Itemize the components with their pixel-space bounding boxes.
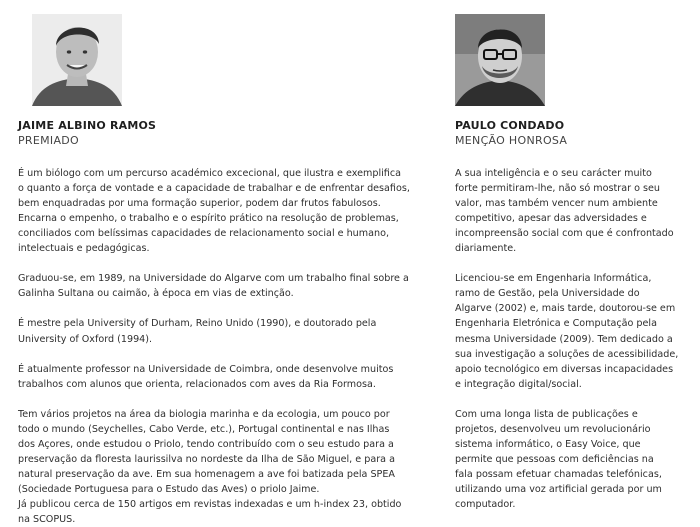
text-line: trabalhos com alunos que orienta, relacionados com aves da Ria Formosa.	[18, 378, 376, 390]
text-line: É um biólogo com um percurso académico excecional, que ilustra e exemplifica	[18, 168, 401, 179]
text-line: valor, mas também vencer num ambiente	[455, 198, 658, 210]
text-line: bem enquadradas por uma formação superior, podem dar frutos fabulosos.	[18, 198, 381, 210]
biography-text	[455, 166, 678, 512]
portrait-illustration	[32, 14, 122, 106]
text-line: forte permitiram-lhe, não só mostrar o seu	[455, 183, 660, 195]
text-line: (Sociedade Portuguesa para o Estudo das Aves) o priolo Jaime.	[18, 483, 320, 495]
text-line: Graduou-se, em 1989, na Universidade do Algarve com um trabalho final sobre a	[18, 273, 409, 285]
text-line: projetos, desenvolveu um revolucionário	[455, 423, 651, 435]
text-line: utilizando uma voz artificial gerada por um	[455, 483, 662, 495]
bio-paragraph	[18, 316, 410, 346]
text-line: dos Açores, onde estudou o Priolo, tendo contribuído com o seu estudo para a	[18, 438, 394, 450]
text-line: intelectuais e pedagógicas.	[18, 243, 150, 255]
text-line: preservação da floresta laurissilva no nordeste da Ilha de São Miguel, e para a	[18, 453, 395, 465]
text-line: Com uma longa lista de publicações e	[455, 408, 638, 420]
person-name: JAIME ALBINO RAMOS	[18, 119, 157, 132]
text-line: ramo de Gestão, pela Universidade do	[455, 288, 640, 300]
text-line: É mestre pela University of Durham, Reino Unido (1990), e doutorado pela	[18, 318, 377, 330]
text-line: competitivo, apesar das adversidades e	[455, 213, 647, 225]
text-line: o quanto a força de vontade e a capacidade de trabalhar e de enfrentar desafios,	[18, 183, 410, 195]
bio-paragraph	[18, 166, 410, 256]
text-line: conciliados com belíssimas capacidades de relacionamento social e humano,	[18, 228, 389, 240]
award-status: PREMIADO	[18, 134, 80, 147]
text-line: Engenharia Eletrónica e Computação pela	[455, 318, 657, 330]
text-line: Tem vários projetos na área da biologia marinha e da ecologia, um pouco por	[18, 408, 390, 420]
text-line: todo o mundo (Seychelles, Cabo Verde, etc.), Portugal continental e nas Ilhas	[18, 423, 390, 435]
text-line: sistema informático, o Easy Voice, que	[455, 438, 641, 450]
text-line: fala possam efetuar chamadas telefónicas,	[455, 468, 662, 480]
text-line: Licenciou-se em Engenharia Informática,	[455, 273, 652, 285]
bio-paragraph	[18, 407, 410, 527]
text-line: natural preservação da ave. Em sua homenagem a ave foi batizada pela SPEA	[18, 468, 395, 480]
biography-text	[18, 166, 410, 527]
text-line: apoio tecnológico em diversas incapacidades	[455, 363, 674, 375]
bio-paragraph	[455, 407, 678, 512]
portrait-photo	[455, 14, 545, 106]
text-line: mesma Universidade (2009). Tem dedicado a	[455, 333, 673, 345]
text-line: É atualmente professor na Universidade de Coimbra, onde desenvolve muitos	[18, 363, 394, 375]
text-line: incompreensão social com que é confrontado	[455, 228, 674, 240]
person-name: PAULO CONDADO	[455, 119, 565, 132]
bio-paragraph	[455, 166, 678, 256]
text-line: diariamente.	[455, 243, 517, 255]
bio-paragraph	[18, 271, 410, 301]
text-line: Já publicou cerca de 150 artigos em revistas indexadas e um h-index 23, obtido	[18, 499, 402, 511]
text-line: computador.	[455, 499, 516, 511]
text-line: Algarve (2002) e, mais tarde, doutorou-se em	[455, 303, 676, 315]
text-line: Encarna o empenho, o trabalho e o espírito prático na resolução de problemas,	[18, 213, 399, 225]
portrait-illustration	[455, 14, 545, 106]
portrait-photo	[32, 14, 122, 106]
text-line: sua investigação a soluções de acessibilidade,	[455, 348, 679, 360]
text-line: e integração digital/social.	[455, 378, 582, 390]
text-line: University of Oxford (1994).	[18, 333, 153, 345]
text-line: permite que pessoas com deficiências na	[455, 453, 654, 465]
award-status: MENÇÃO HONROSA	[455, 134, 568, 147]
text-line: Galinha Sultana ou caimão, à época em vias de extinção.	[18, 288, 294, 300]
bio-paragraph	[18, 362, 410, 392]
bio-paragraph	[455, 271, 678, 391]
text-line: A sua inteligência e o seu carácter muito	[455, 168, 652, 179]
text-line: na SCOPUS.	[18, 514, 76, 526]
